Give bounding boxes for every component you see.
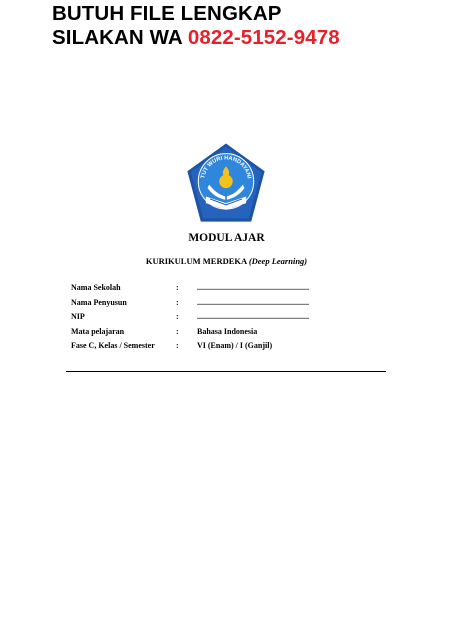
info-colon: : — [176, 341, 179, 350]
info-value: ........................................................ — [197, 312, 309, 321]
horizontal-divider — [66, 371, 386, 372]
info-label: Fase C, Kelas / Semester — [71, 341, 155, 350]
whatsapp-number: 0822-5152-9478 — [187, 26, 340, 49]
info-colon: : — [176, 312, 179, 321]
promo-line-1: BUTUH FILE LENGKAP — [52, 2, 282, 25]
document-subtitle — [0, 256, 453, 266]
info-label: NIP — [71, 312, 85, 321]
info-value: VI (Enam) / I (Ganjil) — [197, 341, 273, 350]
subtitle-main: KURIKULUM MERDEKA — [145, 256, 247, 266]
info-label: Nama Sekolah — [71, 283, 121, 292]
subtitle-italic: (Deep Learning) — [248, 256, 308, 266]
info-value: ........................................................ — [197, 297, 309, 307]
info-label: Nama Penyusun — [71, 297, 127, 307]
promo-line-2-prefix: SILAKAN WA — [52, 26, 188, 49]
tut-wuri-handayani-emblem-icon — [184, 141, 268, 225]
info-colon: : — [176, 283, 179, 292]
info-label: Mata pelajaran — [71, 326, 125, 336]
promo-banner — [52, 2, 340, 50]
info-colon: : — [176, 297, 179, 307]
info-value: ........................................................ — [197, 283, 309, 292]
info-value: Bahasa Indonesia — [197, 326, 258, 336]
document-title: MODUL AJAR — [188, 232, 265, 244]
info-colon: : — [176, 326, 179, 336]
promo-line-2 — [52, 26, 340, 50]
emblem-motto: TUT WURI HANDAYANI — [200, 155, 252, 180]
